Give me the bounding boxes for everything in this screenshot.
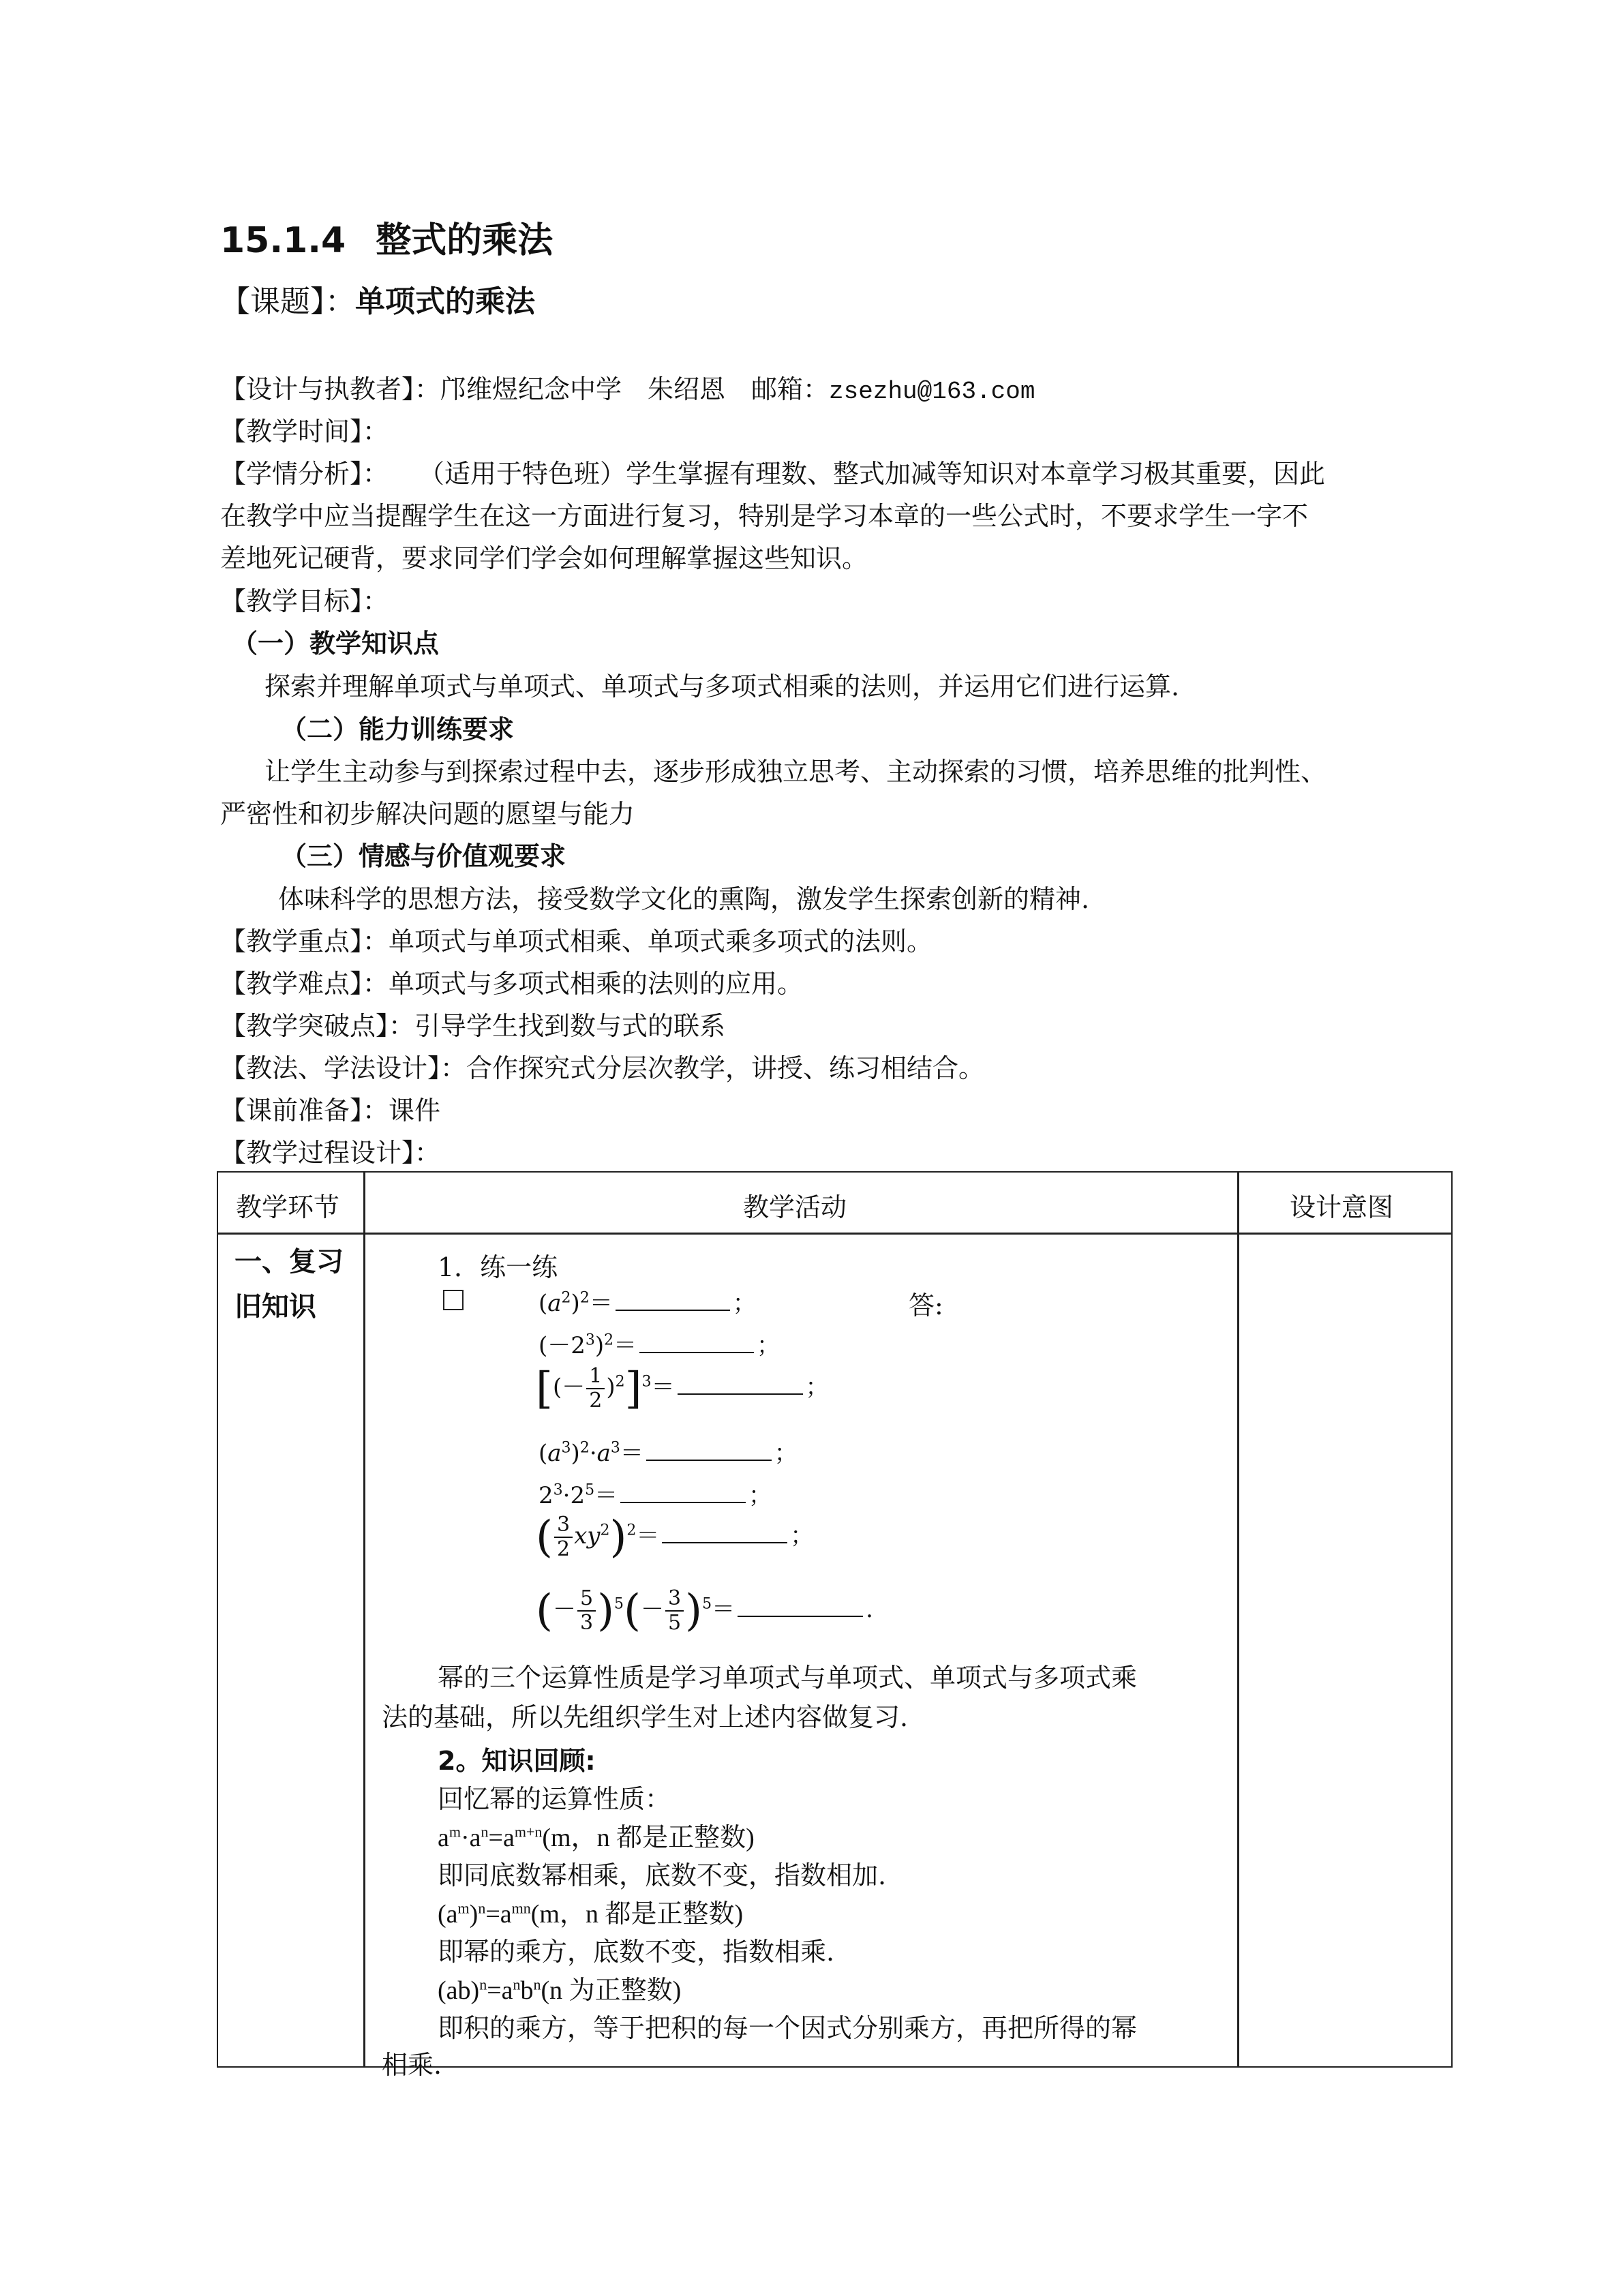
analysis-line-2: 在教学中应当提醒学生在这一方面进行复习，特别是学习本章的一些公式时，不要求学生一字不 [220, 501, 1309, 531]
process-label: 【教学过程设计】： [220, 1138, 441, 1168]
process-table [217, 1171, 1453, 2080]
exercise-6: ( $\frac{3}{2}$ $xy^2)^2=$ ； [536, 1512, 814, 1562]
topic-line [220, 277, 535, 320]
exercise-3: [(－ $\frac{1}{2}$ )$^2$]$^3$＝ ； [536, 1363, 829, 1414]
rule-3-formula: $(ab)^n=a^nb^n(n$ 为正整数) [438, 1976, 682, 2005]
header-intent: 设计意图 [1290, 1192, 1394, 1222]
difficulty-text: 单项式与多项式相乘的法则的应用。 [389, 969, 804, 999]
rule-1-formula: $a^m\cdot a^n=a^{m+n}(m$，n 都是正整数) [438, 1823, 755, 1852]
preparation-line [220, 1089, 440, 1127]
practice-title: 1．练一练 [438, 1252, 558, 1282]
topic-text: 单项式的乘法 [355, 284, 535, 319]
process-line [220, 1132, 440, 1169]
section-title-line-1: 一、复习 [234, 1246, 344, 1278]
difficulty-label: 【教学难点】： [220, 969, 389, 999]
rule-2-condition: (m，n 都是正整数) [530, 1900, 744, 1929]
preparation-text: 课件 [389, 1096, 441, 1126]
goal-1-text: 探索并理解单项式与单项式、单项式与多项式相乘的法则，并运用它们进行运算. [264, 671, 1180, 701]
designer-text: 邝维煜纪念中学 朱绍恩 邮箱： [440, 374, 830, 404]
breakthrough-line [220, 1005, 725, 1042]
goal-3-title: （三）情感与价值观要求 [281, 841, 566, 871]
breakthrough-label: 【教学突破点】： [220, 1011, 415, 1041]
summary-line-2: 法的基础，所以先组织学生对上述内容做复习. [382, 1702, 909, 1732]
checkbox-icon [443, 1290, 464, 1310]
analysis-line-1 [220, 453, 1325, 490]
goals-label: 【教学目标】： [220, 586, 389, 616]
goal-2-title: （二）能力训练要求 [281, 714, 515, 744]
table-divider [363, 1173, 365, 2066]
rule-3-text-1: 即积的乘方，等于把积的每一个因式分别乘方，再把所得的幂 [438, 2013, 1138, 2043]
exercise-4: $(a^3)^2\cdot a^3=$ ； [539, 1439, 798, 1467]
exercise-5: $2^3\cdot 2^5=$ ； [539, 1481, 772, 1509]
time-line [220, 410, 389, 448]
lesson-heading [220, 211, 553, 262]
header-activity: 教学活动 [743, 1192, 847, 1222]
method-label: 【教法、学法设计】： [220, 1053, 467, 1083]
goal-1-title: （一）教学知识点 [232, 629, 440, 659]
analysis-line-3: 差地死记硬背，要求同学们学会如何理解掌握这些知识。 [220, 543, 868, 573]
method-line [220, 1047, 984, 1085]
rule-3-text-2: 相乘. [382, 2050, 442, 2080]
header-stage: 教学环节 [236, 1192, 340, 1222]
rule-1-condition: (m，n 都是正整数) [542, 1824, 755, 1852]
rule-1-text: 即同底数幂相乘，底数不变，指数相加. [438, 1860, 887, 1890]
goal-3-text: 体味科学的思想方法，接受数学文化的熏陶，激发学生探索创新的精神. [278, 884, 1090, 914]
rule-2-formula: $(a^m)^n=a^{mn}(m$，n 都是正整数) [438, 1899, 744, 1929]
key-point-label: 【教学重点】： [220, 926, 389, 956]
table-divider [1237, 1173, 1239, 2066]
lesson-title: 整式的乘法 [376, 220, 553, 261]
email-text: zsezhu@163.com [829, 378, 1035, 406]
designer-label: 【设计与执教者】： [220, 374, 441, 404]
designer-line [220, 368, 1035, 406]
summary-line-1: 幂的三个运算性质是学习单项式与单项式、单项式与多项式乘 [438, 1663, 1138, 1693]
answer-label: 答: [909, 1290, 943, 1320]
breakthrough-text: 引导学生找到数与式的联系 [414, 1011, 726, 1041]
section-title [234, 1239, 344, 1329]
rule-2-text: 即幂的乘方，底数不变，指数相乘. [438, 1937, 835, 1967]
section-title-line-2: 旧知识 [234, 1291, 316, 1323]
goal-2-text-2: 严密性和初步解决问题的愿望与能力 [220, 799, 635, 829]
review-title: 2。知识回顾: [438, 1746, 596, 1776]
exercise-1: $(a^2)^2=$ ； [539, 1289, 756, 1317]
exercise-2: $(-2^3)^2=$ ； [539, 1331, 780, 1359]
exercise-7: (－ $\frac{5}{3}$ )$^5$(－ $\frac{3}{5}$ )$^5$＝ . [536, 1586, 873, 1636]
rule-3-condition: (n 为正整数) [541, 1976, 682, 2005]
preparation-label: 【课前准备】： [220, 1096, 389, 1126]
method-text: 合作探究式分层次教学，讲授、练习相结合。 [466, 1053, 985, 1083]
analysis-text-1: （适用于特色班）学生掌握有理数、整式加减等知识对本章学习极其重要，因此 [419, 459, 1326, 489]
table-divider [218, 1233, 1451, 1235]
key-point-text: 单项式与单项式相乘、单项式乘多项式的法则。 [389, 926, 933, 956]
review-intro: 回忆幂的运算性质： [438, 1784, 671, 1814]
analysis-label: 【学情分析】： [220, 459, 389, 489]
key-point-line [220, 920, 932, 958]
topic-label: 【课题】： [220, 284, 355, 319]
time-label: 【教学时间】： [220, 417, 389, 447]
goal-2-text-1: 让学生主动参与到探索过程中去，逐步形成独立思考、主动探索的习惯，培养思维的批判性、 [264, 757, 1327, 787]
lesson-number: 15.1.4 [220, 220, 346, 261]
difficulty-line [220, 963, 803, 1000]
